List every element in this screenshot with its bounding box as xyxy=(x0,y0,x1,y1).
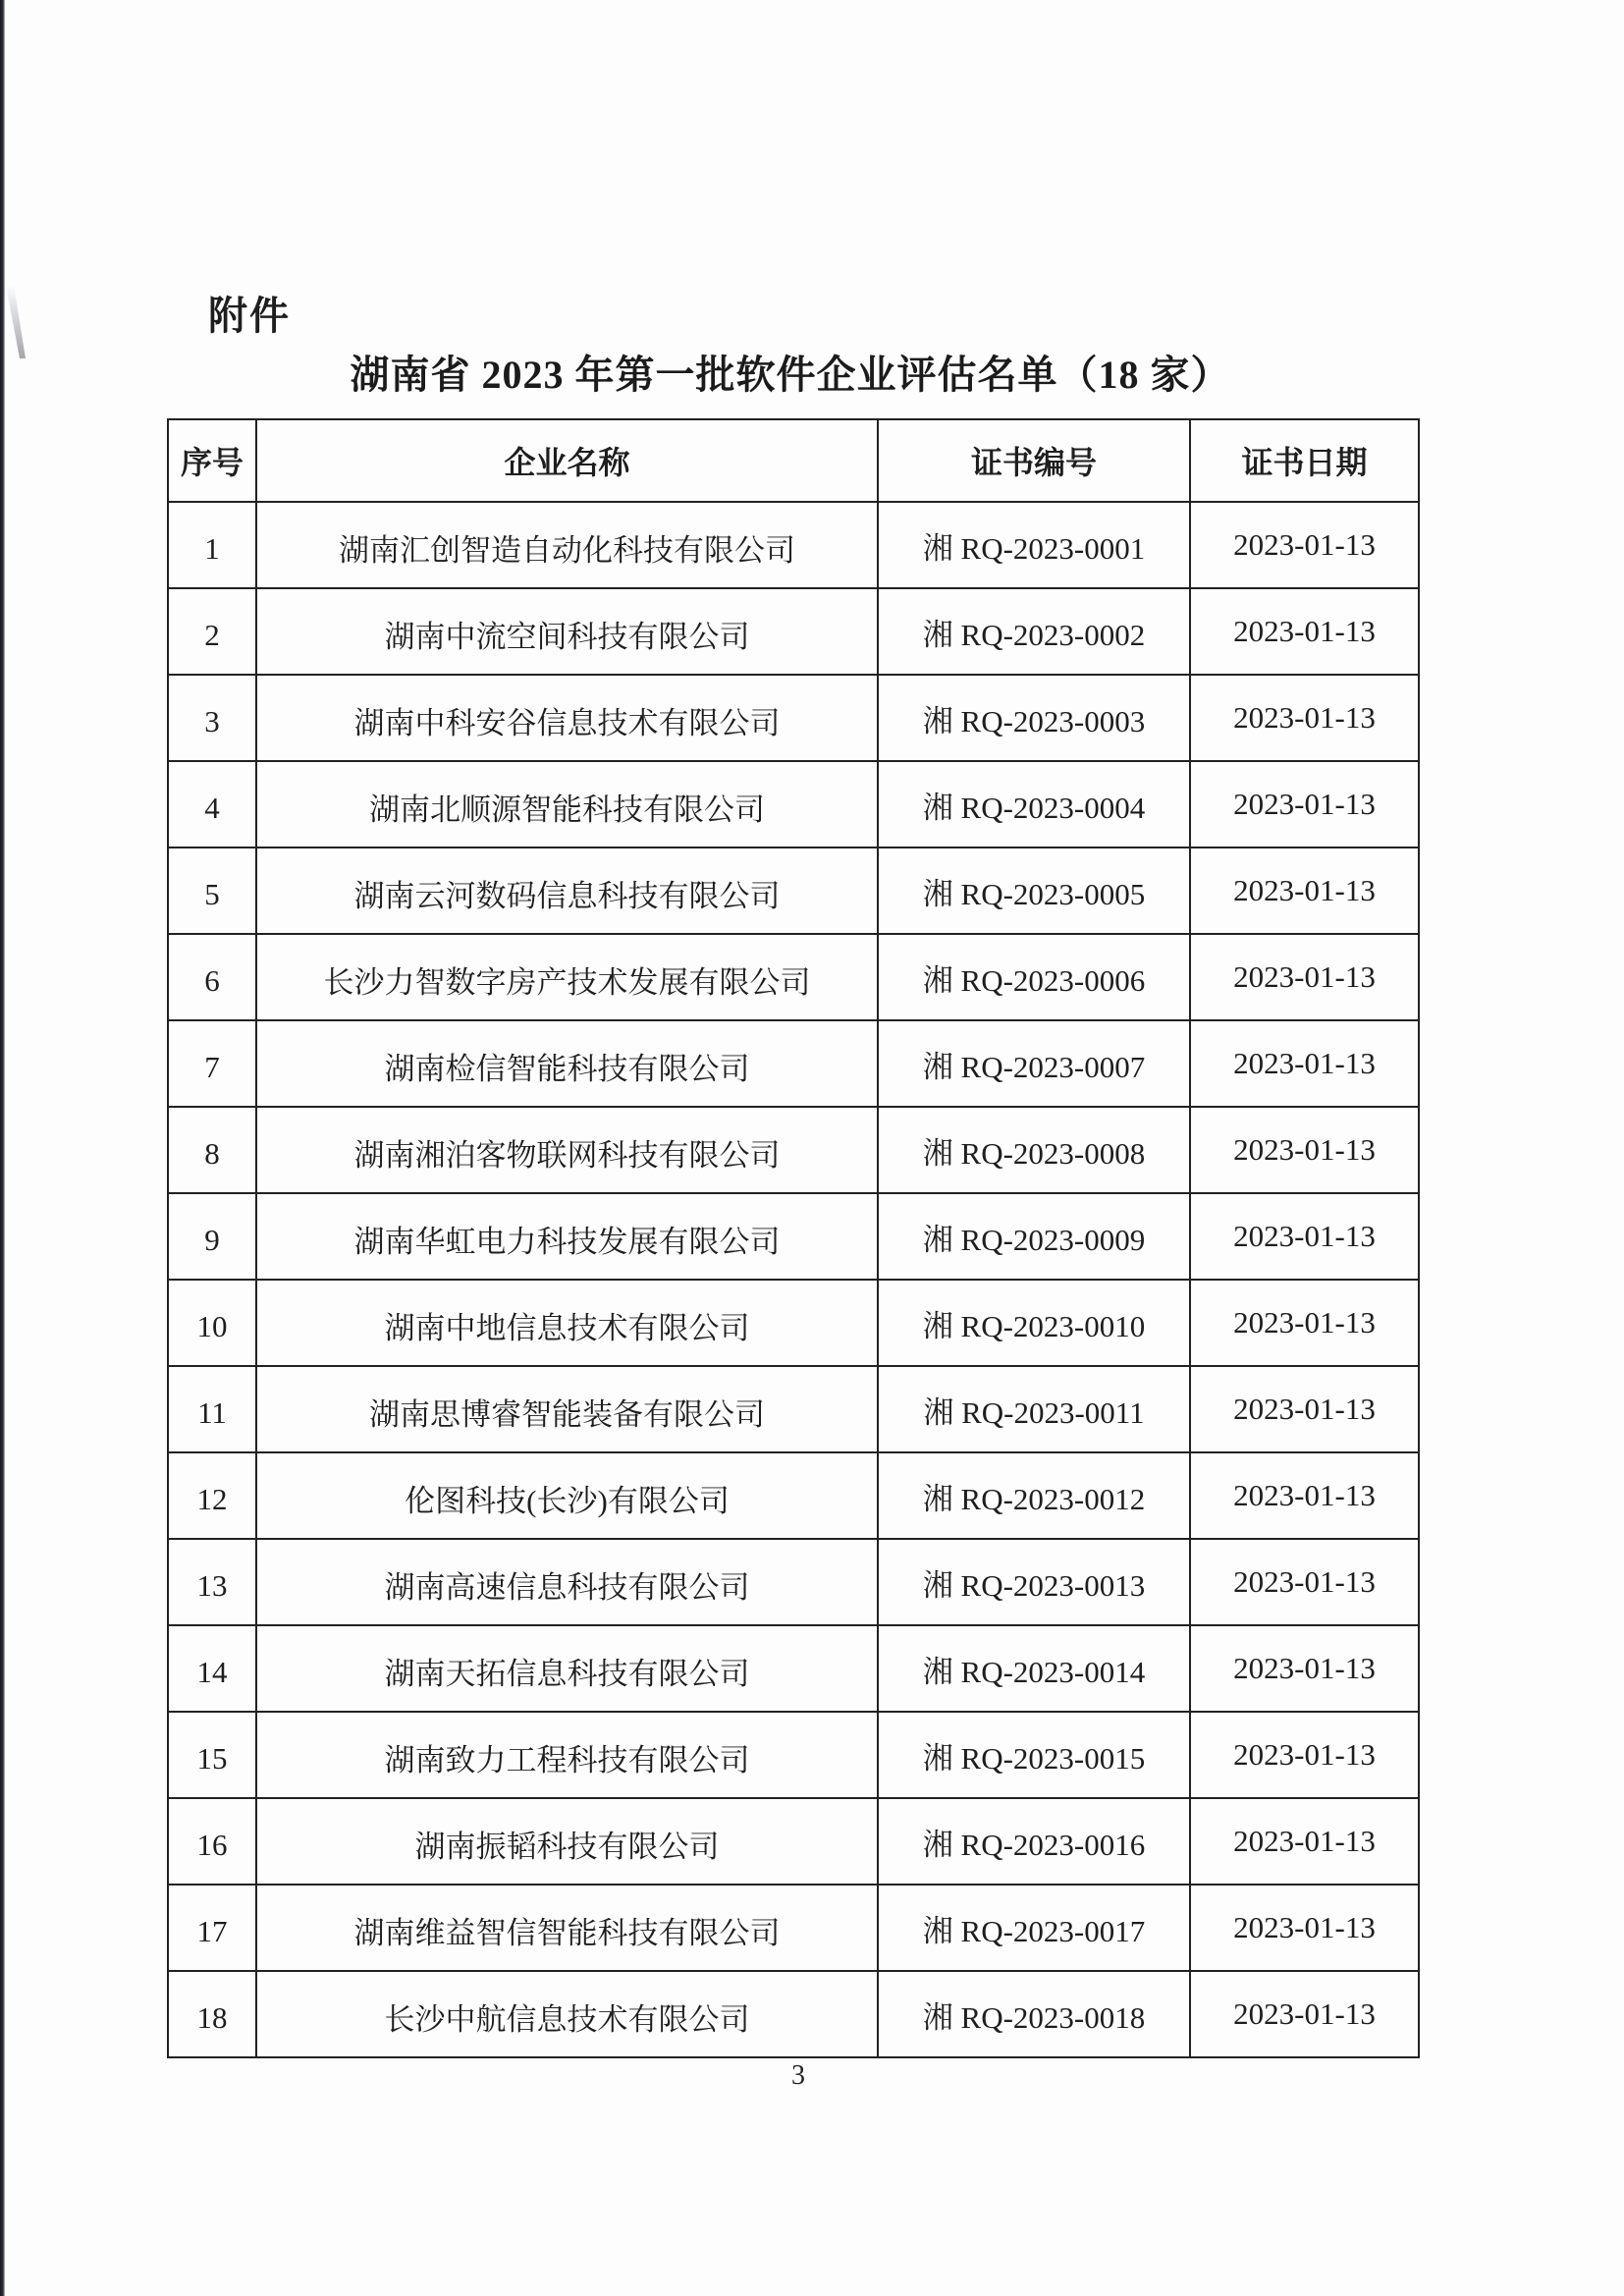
table-row xyxy=(168,1712,1419,1798)
company-name: 湖南中流空间科技有限公司 xyxy=(256,588,878,675)
certificate-number: 湘 RQ-2023-0005 xyxy=(878,847,1190,934)
company-name: 伦图科技(长沙)有限公司 xyxy=(256,1452,878,1539)
certificate-number: 湘 RQ-2023-0006 xyxy=(878,934,1190,1020)
certificate-date: 2023-01-13 xyxy=(1190,847,1419,934)
company-name: 湖南振韬科技有限公司 xyxy=(256,1798,878,1885)
certificate-number: 湘 RQ-2023-0001 xyxy=(878,502,1190,588)
row-index: 14 xyxy=(168,1625,256,1712)
table-row xyxy=(168,1280,1419,1366)
company-name: 长沙力智数字房产技术发展有限公司 xyxy=(256,934,878,1020)
row-index: 6 xyxy=(168,934,256,1020)
certificate-number: 湘 RQ-2023-0009 xyxy=(878,1193,1190,1280)
table-row xyxy=(168,1625,1419,1712)
certificate-date: 2023-01-13 xyxy=(1190,1193,1419,1280)
certificate-date: 2023-01-13 xyxy=(1190,1020,1419,1107)
row-index: 1 xyxy=(168,502,256,588)
row-index: 9 xyxy=(168,1193,256,1280)
company-name: 湖南高速信息科技有限公司 xyxy=(256,1539,878,1625)
certificate-number: 湘 RQ-2023-0018 xyxy=(878,1971,1190,2057)
company-name: 湖南检信智能科技有限公司 xyxy=(256,1020,878,1107)
certificate-number: 湘 RQ-2023-0013 xyxy=(878,1539,1190,1625)
table-row xyxy=(168,847,1419,934)
table-row xyxy=(168,934,1419,1020)
page-number: 3 xyxy=(791,2060,805,2091)
document-title: 湖南省 2023 年第一批软件企业评估名单（18 家） xyxy=(350,353,1231,397)
row-index: 18 xyxy=(168,1971,256,2057)
company-name: 湖南中地信息技术有限公司 xyxy=(256,1280,878,1366)
certificate-number: 湘 RQ-2023-0011 xyxy=(878,1366,1190,1452)
certificate-number: 湘 RQ-2023-0010 xyxy=(878,1280,1190,1366)
table-row xyxy=(168,1885,1419,1971)
row-index: 17 xyxy=(168,1885,256,1971)
certificate-number: 湘 RQ-2023-0007 xyxy=(878,1020,1190,1107)
company-name: 湖南湘泊客物联网科技有限公司 xyxy=(256,1107,878,1193)
company-name: 湖南云河数码信息科技有限公司 xyxy=(256,847,878,934)
row-index: 8 xyxy=(168,1107,256,1193)
table-header-row xyxy=(168,419,1419,502)
company-name: 湖南致力工程科技有限公司 xyxy=(256,1712,878,1798)
company-name: 湖南中科安谷信息技术有限公司 xyxy=(256,675,878,761)
company-name: 湖南北顺源智能科技有限公司 xyxy=(256,761,878,847)
enterprise-list-table xyxy=(167,418,1420,2058)
certificate-date: 2023-01-13 xyxy=(1190,1452,1419,1539)
certificate-number: 湘 RQ-2023-0012 xyxy=(878,1452,1190,1539)
table-body xyxy=(168,502,1419,2057)
company-name: 湖南天拓信息科技有限公司 xyxy=(256,1625,878,1712)
row-index: 10 xyxy=(168,1280,256,1366)
company-name: 湖南维益智信智能科技有限公司 xyxy=(256,1885,878,1971)
table-row xyxy=(168,1020,1419,1107)
row-index: 7 xyxy=(168,1020,256,1107)
certificate-number: 湘 RQ-2023-0004 xyxy=(878,761,1190,847)
certificate-date: 2023-01-13 xyxy=(1190,1971,1419,2057)
certificate-date: 2023-01-13 xyxy=(1190,502,1419,588)
header-certificate-date: 证书日期 xyxy=(1190,419,1419,502)
table-row xyxy=(168,1193,1419,1280)
certificate-date: 2023-01-13 xyxy=(1190,1885,1419,1971)
certificate-date: 2023-01-13 xyxy=(1190,1712,1419,1798)
table-row xyxy=(168,1971,1419,2057)
table-row xyxy=(168,1366,1419,1452)
certificate-date: 2023-01-13 xyxy=(1190,588,1419,675)
header-certificate-number: 证书编号 xyxy=(878,419,1190,502)
certificate-number: 湘 RQ-2023-0016 xyxy=(878,1798,1190,1885)
certificate-date: 2023-01-13 xyxy=(1190,1539,1419,1625)
company-name: 湖南华虹电力科技发展有限公司 xyxy=(256,1193,878,1280)
certificate-number: 湘 RQ-2023-0002 xyxy=(878,588,1190,675)
certificate-date: 2023-01-13 xyxy=(1190,1280,1419,1366)
row-index: 12 xyxy=(168,1452,256,1539)
attachment-label: 附件 xyxy=(208,294,291,339)
table-row xyxy=(168,1452,1419,1539)
company-name: 湖南汇创智造自动化科技有限公司 xyxy=(256,502,878,588)
table-row xyxy=(168,1107,1419,1193)
table-row xyxy=(168,1539,1419,1625)
enterprise-list-table-container xyxy=(167,418,1418,2058)
certificate-date: 2023-01-13 xyxy=(1190,1625,1419,1712)
row-index: 13 xyxy=(168,1539,256,1625)
table-row xyxy=(168,588,1419,675)
table-row xyxy=(168,502,1419,588)
row-index: 2 xyxy=(168,588,256,675)
row-index: 11 xyxy=(168,1366,256,1452)
certificate-date: 2023-01-13 xyxy=(1190,1107,1419,1193)
certificate-date: 2023-01-13 xyxy=(1190,1366,1419,1452)
row-index: 4 xyxy=(168,761,256,847)
row-index: 3 xyxy=(168,675,256,761)
certificate-number: 湘 RQ-2023-0014 xyxy=(878,1625,1190,1712)
certificate-number: 湘 RQ-2023-0015 xyxy=(878,1712,1190,1798)
company-name: 湖南思博睿智能装备有限公司 xyxy=(256,1366,878,1452)
table-row xyxy=(168,675,1419,761)
certificate-number: 湘 RQ-2023-0017 xyxy=(878,1885,1190,1971)
certificate-number: 湘 RQ-2023-0008 xyxy=(878,1107,1190,1193)
row-index: 16 xyxy=(168,1798,256,1885)
certificate-number: 湘 RQ-2023-0003 xyxy=(878,675,1190,761)
certificate-date: 2023-01-13 xyxy=(1190,1798,1419,1885)
certificate-date: 2023-01-13 xyxy=(1190,761,1419,847)
header-company-name: 企业名称 xyxy=(256,419,878,502)
table-row xyxy=(168,1798,1419,1885)
certificate-date: 2023-01-13 xyxy=(1190,675,1419,761)
company-name: 长沙中航信息技术有限公司 xyxy=(256,1971,878,2057)
row-index: 15 xyxy=(168,1712,256,1798)
certificate-date: 2023-01-13 xyxy=(1190,934,1419,1020)
header-index: 序号 xyxy=(168,419,256,502)
row-index: 5 xyxy=(168,847,256,934)
scan-edge-shadow xyxy=(0,0,5,2296)
table-row xyxy=(168,761,1419,847)
